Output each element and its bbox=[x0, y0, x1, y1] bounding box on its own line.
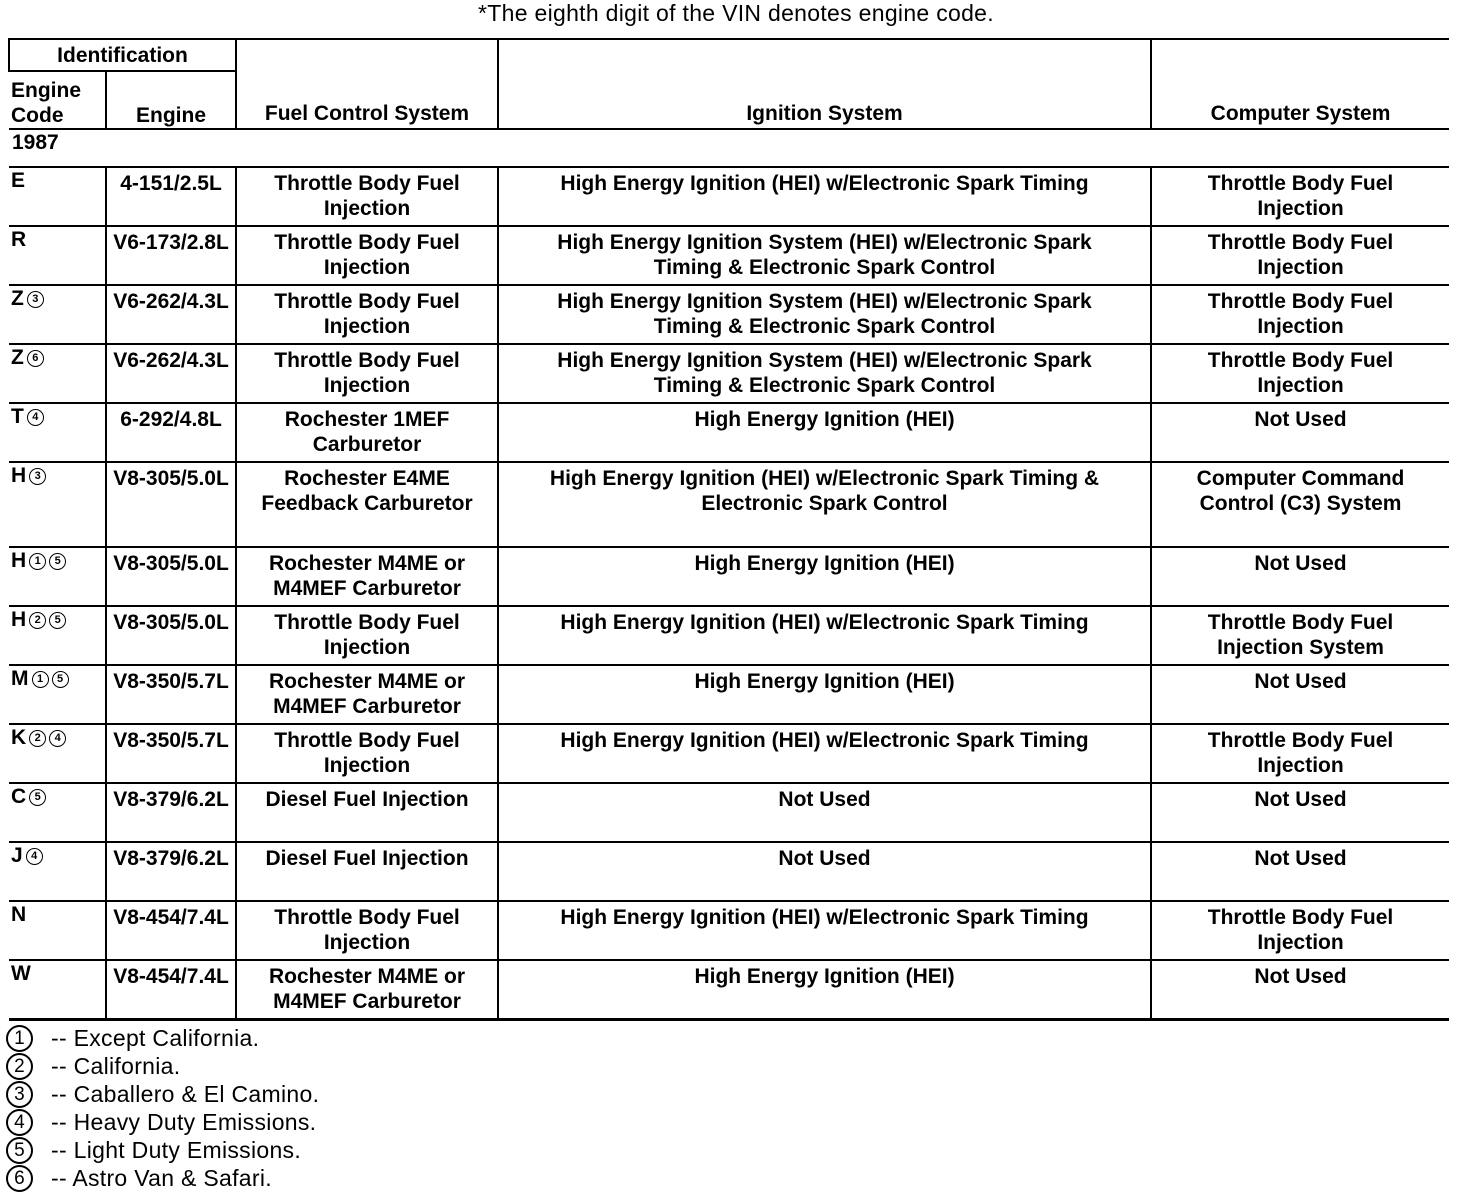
engine-code-header: Engine Code bbox=[11, 79, 82, 127]
footnote-marker: 2 bbox=[29, 730, 46, 747]
footnote-item bbox=[6, 1052, 319, 1080]
fuel-control-cell: Rochester M4ME or M4MEF Carburetor bbox=[236, 665, 498, 724]
ignition-cell: High Energy Ignition System (HEI) w/Electronic Spark Timing & Electronic Spark Control bbox=[498, 285, 1151, 344]
header-row-top bbox=[9, 39, 1449, 71]
engine-cell: V8-305/5.0L bbox=[106, 547, 236, 606]
fuel-control-cell: Throttle Body Fuel Injection bbox=[236, 344, 498, 403]
table-row bbox=[9, 960, 1449, 1020]
fuel-control-cell: Rochester 1MEF Carburetor bbox=[236, 403, 498, 462]
engine-cell: V8-454/7.4L bbox=[106, 901, 236, 960]
footnote-text: -- Except California. bbox=[51, 1024, 260, 1051]
ignition-cell: High Energy Ignition (HEI) bbox=[498, 960, 1151, 1020]
engine-code-cell bbox=[9, 462, 106, 547]
fuel-control-cell: Diesel Fuel Injection bbox=[236, 842, 498, 901]
ignition-cell: High Energy Ignition System (HEI) w/Electronic Spark Timing & Electronic Spark Control bbox=[498, 344, 1151, 403]
engine-code-cell bbox=[9, 783, 106, 842]
ignition-cell: High Energy Ignition (HEI) w/Electronic Spark Timing bbox=[498, 606, 1151, 665]
table-row bbox=[9, 547, 1449, 606]
footnote-marker: 6 bbox=[27, 350, 44, 367]
footnote-marker: 2 bbox=[29, 612, 46, 629]
footnote-item bbox=[6, 1024, 319, 1052]
engine-code-cell bbox=[9, 665, 106, 724]
table-row bbox=[9, 842, 1449, 901]
footnote-marker: 5 bbox=[29, 789, 46, 806]
computer-cell: Throttle Body Fuel Injection bbox=[1151, 226, 1449, 285]
footnote-marker: 3 bbox=[27, 291, 44, 308]
table-row bbox=[9, 665, 1449, 724]
identification-header: Identification bbox=[9, 39, 236, 71]
engine-code: N bbox=[11, 903, 27, 926]
computer-cell: Throttle Body Fuel Injection bbox=[1151, 167, 1449, 226]
footnote-text: -- Caballero & El Camino. bbox=[51, 1080, 320, 1107]
ignition-cell: High Energy Ignition (HEI) w/Electronic Spark Timing bbox=[498, 167, 1151, 226]
engine-code: R bbox=[11, 228, 27, 251]
engine-cell: V8-379/6.2L bbox=[106, 842, 236, 901]
table-row bbox=[9, 724, 1449, 783]
fuel-control-cell: Rochester E4ME Feedback Carburetor bbox=[236, 462, 498, 547]
fuel-control-cell: Throttle Body Fuel Injection bbox=[236, 167, 498, 226]
engine-code-cell bbox=[9, 403, 106, 462]
footnote-marker: 1 bbox=[32, 671, 49, 688]
computer-cell: Not Used bbox=[1151, 403, 1449, 462]
engine-cell: V6-262/4.3L bbox=[106, 285, 236, 344]
computer-cell: Not Used bbox=[1151, 665, 1449, 724]
footnote-item bbox=[6, 1164, 319, 1192]
fuel-control-header: Fuel Control System bbox=[236, 39, 498, 129]
table-row bbox=[9, 285, 1449, 344]
ignition-cell: High Energy Ignition (HEI) bbox=[498, 665, 1151, 724]
fuel-control-cell: Rochester M4ME or M4MEF Carburetor bbox=[236, 547, 498, 606]
computer-cell: Computer Command Control (C3) System bbox=[1151, 462, 1449, 547]
fuel-control-cell: Throttle Body Fuel Injection bbox=[236, 606, 498, 665]
engine-code-cell bbox=[9, 344, 106, 403]
engine-code: J bbox=[11, 844, 23, 867]
footnotes bbox=[6, 1024, 319, 1192]
engine-cell: V6-262/4.3L bbox=[106, 344, 236, 403]
footnote-marker: 4 bbox=[49, 730, 66, 747]
footnote-number: 1 bbox=[6, 1025, 33, 1052]
vin-note: *The eighth digit of the VIN denotes engine code. bbox=[478, 0, 994, 26]
footnote-text: -- Astro Van & Safari. bbox=[51, 1164, 272, 1191]
engine-code: W bbox=[11, 962, 31, 985]
computer-cell: Not Used bbox=[1151, 842, 1449, 901]
footnote-text: -- Light Duty Emissions. bbox=[51, 1136, 302, 1163]
engine-code-cell bbox=[9, 901, 106, 960]
fuel-control-cell: Rochester M4ME or M4MEF Carburetor bbox=[236, 960, 498, 1020]
engine-code: H bbox=[11, 608, 27, 631]
engine-code-cell bbox=[9, 724, 106, 783]
footnote-marker: 5 bbox=[49, 612, 66, 629]
table-row bbox=[9, 462, 1449, 547]
footnote-number: 2 bbox=[6, 1053, 33, 1080]
table-row bbox=[9, 226, 1449, 285]
computer-cell: Throttle Body Fuel Injection bbox=[1151, 285, 1449, 344]
table-row bbox=[9, 403, 1449, 462]
engine-code: H bbox=[11, 549, 27, 572]
engine-cell: V8-350/5.7L bbox=[106, 665, 236, 724]
computer-cell: Not Used bbox=[1151, 783, 1449, 842]
engine-code-cell bbox=[9, 226, 106, 285]
engine-code: E bbox=[11, 169, 26, 192]
engine-code: C bbox=[11, 785, 27, 808]
footnote-marker: 4 bbox=[26, 848, 43, 865]
engine-code-cell bbox=[9, 547, 106, 606]
table-row bbox=[9, 606, 1449, 665]
footnote-text: -- California. bbox=[51, 1052, 181, 1079]
ignition-cell: High Energy Ignition (HEI) bbox=[498, 547, 1151, 606]
engine-code-cell bbox=[9, 960, 106, 1020]
table-row bbox=[9, 783, 1449, 842]
footnote-number: 5 bbox=[6, 1137, 33, 1164]
engine-code: K bbox=[11, 726, 27, 749]
engine-cell: V8-379/6.2L bbox=[106, 783, 236, 842]
computer-cell: Throttle Body Fuel Injection bbox=[1151, 724, 1449, 783]
computer-cell: Throttle Body Fuel Injection bbox=[1151, 344, 1449, 403]
footnote-number: 4 bbox=[6, 1109, 33, 1136]
table-row bbox=[9, 167, 1449, 226]
ignition-cell: High Energy Ignition (HEI) w/Electronic Spark Timing bbox=[498, 901, 1151, 960]
engine-code: T bbox=[11, 405, 24, 428]
footnote-number: 6 bbox=[6, 1165, 33, 1192]
footnote-number: 3 bbox=[6, 1081, 33, 1108]
engine-cell: V6-173/2.8L bbox=[106, 226, 236, 285]
fuel-control-cell: Throttle Body Fuel Injection bbox=[236, 285, 498, 344]
engine-cell: V8-350/5.7L bbox=[106, 724, 236, 783]
engine-code-cell bbox=[9, 167, 106, 226]
footnote-marker: 5 bbox=[52, 671, 69, 688]
engine-code-cell bbox=[9, 606, 106, 665]
ignition-cell: High Energy Ignition (HEI) w/Electronic Spark Timing bbox=[498, 724, 1151, 783]
engine-code: M bbox=[11, 667, 29, 690]
engine-cell: 4-151/2.5L bbox=[106, 167, 236, 226]
engine-header: Engine bbox=[106, 71, 236, 129]
engine-cell: V8-454/7.4L bbox=[106, 960, 236, 1020]
ignition-cell: Not Used bbox=[498, 842, 1151, 901]
fuel-control-cell: Throttle Body Fuel Injection bbox=[236, 226, 498, 285]
engine-code-cell bbox=[9, 285, 106, 344]
year-row bbox=[9, 129, 1449, 167]
engine-cell: V8-305/5.0L bbox=[106, 606, 236, 665]
ignition-cell: High Energy Ignition (HEI) w/Electronic Spark Timing & Electronic Spark Control bbox=[498, 462, 1151, 547]
ignition-cell: High Energy Ignition System (HEI) w/Electronic Spark Timing & Electronic Spark Control bbox=[498, 226, 1151, 285]
table-row bbox=[9, 344, 1449, 403]
fuel-control-cell: Diesel Fuel Injection bbox=[236, 783, 498, 842]
engine-cell: 6-292/4.8L bbox=[106, 403, 236, 462]
model-year: 1987 bbox=[9, 129, 1449, 167]
computer-cell: Throttle Body Fuel Injection System bbox=[1151, 606, 1449, 665]
engine-identification-table bbox=[8, 38, 1449, 1021]
table-row bbox=[9, 901, 1449, 960]
computer-cell: Not Used bbox=[1151, 547, 1449, 606]
fuel-control-cell: Throttle Body Fuel Injection bbox=[236, 724, 498, 783]
footnote-text: -- Heavy Duty Emissions. bbox=[51, 1108, 317, 1135]
engine-code-cell bbox=[9, 842, 106, 901]
fuel-control-cell: Throttle Body Fuel Injection bbox=[236, 901, 498, 960]
engine-code: Z bbox=[11, 346, 24, 369]
computer-cell: Not Used bbox=[1151, 960, 1449, 1020]
ignition-cell: High Energy Ignition (HEI) bbox=[498, 403, 1151, 462]
computer-header: Computer System bbox=[1151, 39, 1449, 129]
footnote-marker: 4 bbox=[27, 409, 44, 426]
computer-cell: Throttle Body Fuel Injection bbox=[1151, 901, 1449, 960]
footnote-item bbox=[6, 1108, 319, 1136]
ignition-header: Ignition System bbox=[498, 39, 1151, 129]
footnote-item bbox=[6, 1080, 319, 1108]
footnote-marker: 5 bbox=[49, 553, 66, 570]
footnote-marker: 1 bbox=[29, 553, 46, 570]
table-body bbox=[9, 39, 1449, 1020]
engine-code: H bbox=[11, 464, 27, 487]
ignition-cell: Not Used bbox=[498, 783, 1151, 842]
footnote-item bbox=[6, 1136, 319, 1164]
engine-cell: V8-305/5.0L bbox=[106, 462, 236, 547]
footnote-marker: 3 bbox=[29, 468, 46, 485]
engine-code: Z bbox=[11, 287, 24, 310]
